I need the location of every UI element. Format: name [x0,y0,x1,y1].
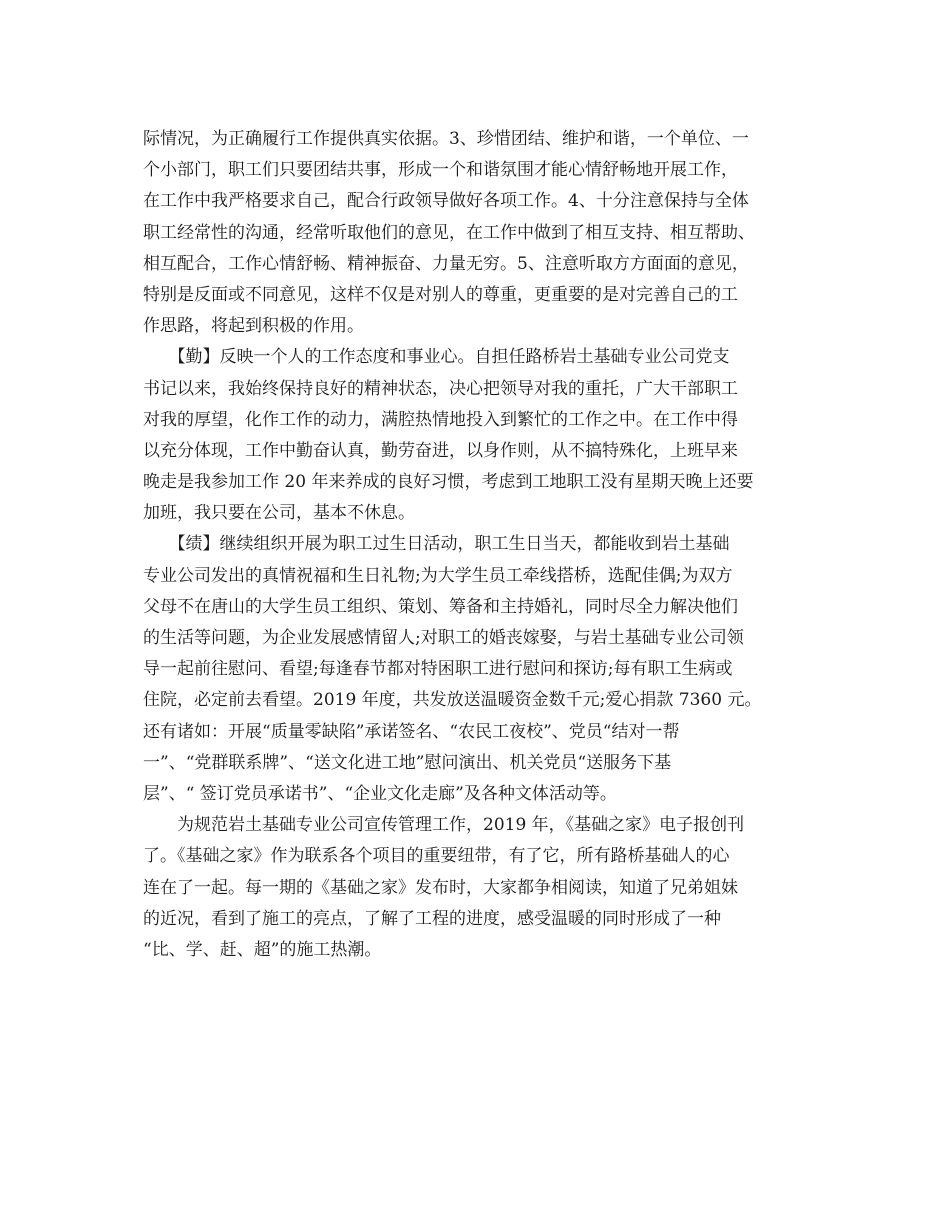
text-line: 为规范岩土基础专业公司宣传管理工作，2019 年，《基础之家》电子报创刊 [143,815,745,836]
text-line: 相互配合，工作心情舒畅、精神振奋、力量无穷。5、注意听取方方面面的意见， [143,253,749,274]
paragraph-4 [143,810,809,966]
document-body [143,124,809,966]
text-line: “比、学、赶、超”的施工热潮。 [143,939,382,960]
text-line: 晚走是我参加工作 20 年来养成的良好习惯，考虑到工地职工没有星期天晚上还要 [143,472,754,493]
text-line: 导一起前往慰问、看望;每逢春节都对特困职工进行慰问和探访;每有职工生病或 [143,659,733,680]
text-line: 的生活等问题，为企业发展感情留人;对职工的婚丧嫁娶，与岩土基础专业公司领 [143,628,744,648]
paragraph-1 [143,124,809,342]
text-line: 【勤】反映一个人的工作态度和事业心。自担任路桥岩土基础专业公司党支 [143,347,730,368]
text-line: 一”、“党群联系牌”、“送文化进工地”慰问演出、机关党员“送服务下基 [143,752,672,773]
text-line: 特别是反面或不同意见，这样不仅是对别人的尊重，更重要的是对完善自己的工 [143,284,738,305]
text-line: 加班，我只要在公司，基本不休息。 [143,503,415,524]
text-line: 职工经常性的沟通，经常听取他们的意见，在工作中做到了相互支持、相互帮助、 [143,222,755,243]
text-line: 在工作中我严格要求自己，配合行政领导做好各项工作。4、十分注意保持与全体 [143,191,749,212]
text-line: 个小部门，职工们只要团结共事，形成一个和谐氛围才能心情舒畅地开展工作， [143,160,738,181]
text-line: 以充分体现，工作中勤奋认真，勤劳奋进，以身作则，从不搞特殊化，上班早来 [143,440,738,461]
text-line: 还有诸如：开展“质量零缺陷”承诺签名、“农民工夜校”、党员“结对一帮 [143,721,680,742]
text-line: 父母不在唐山的大学生员工组织、策划、筹备和主持婚礼，同时尽全力解决他们 [143,596,738,617]
text-line: 作思路，将起到积极的作用。 [143,316,364,337]
paragraph-3 [143,529,809,810]
text-line: 的近况，看到了施工的亮点，了解了工程的进度，感受温暖的同时形成了一种 [143,908,721,929]
paragraph-2 [143,342,809,529]
text-line: 书记以来，我始终保持良好的精神状态，决心把领导对我的重托，广大干部职工 [143,378,738,399]
text-line: 层”、“ 签订党员承诺书”、“企业文化走廊”及各种文体活动等。 [143,783,617,804]
text-line: 住院，必定前去看望。2019 年度，共发放送温暖资金数千元;爱心捐款 7360 元。 [143,690,762,711]
text-line: 了。《基础之家》作为联系各个项目的重要纽带，有了它，所有路桥基础人的心 [143,846,730,867]
text-line: 对我的厚望，化作工作的动力，满腔热情地投入到繁忙的工作之中。在工作中得 [143,409,738,430]
text-line: 际情况，为正确履行工作提供真实依据。3、珍惜团结、维护和谐，一个单位、一 [143,129,749,149]
text-line: 【绩】继续组织开展为职工过生日活动，职工生日当天，都能收到岩土基础 [143,534,730,555]
text-line: 专业公司发出的真情祝福和生日礼物;为大学生员工牵线搭桥，选配佳偶;为双方 [143,565,733,586]
text-line: 连在了一起。每一期的《基础之家》发布时，大家都争相阅读，知道了兄弟姐妹 [143,877,738,898]
